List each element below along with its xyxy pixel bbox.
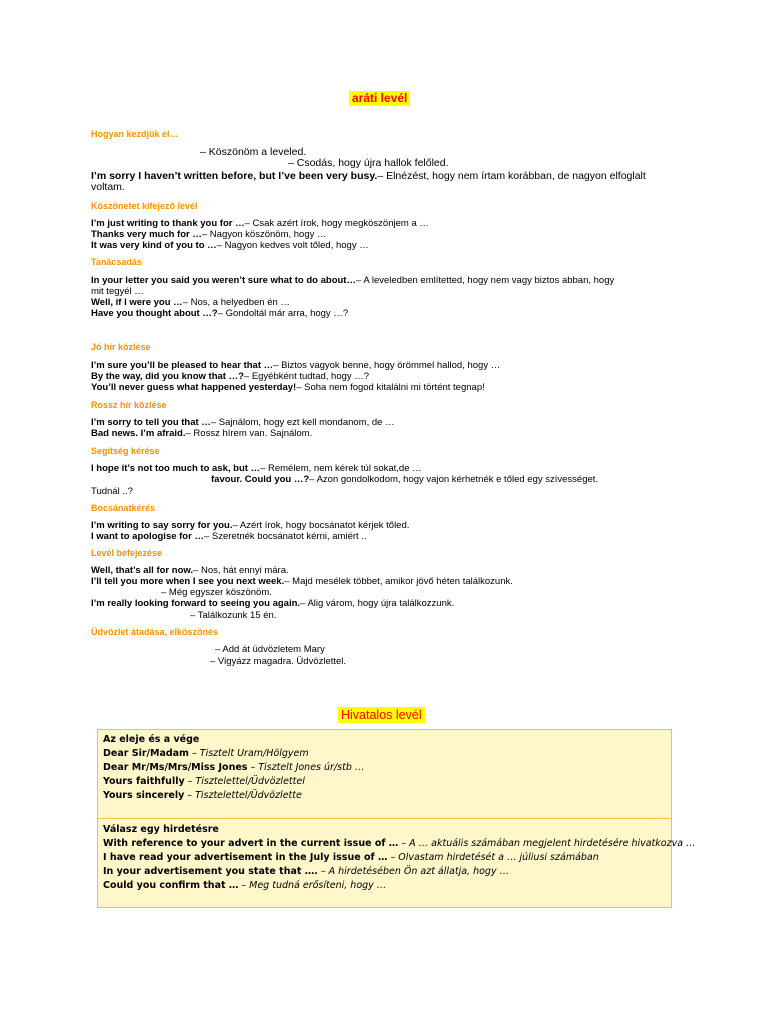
section-heading-advice: Tanácsadás (91, 257, 142, 267)
phrase-hu: – Egyébként tudtad, hogy …? (243, 371, 370, 382)
phrase-hu: – Nos, a helyedben én … (182, 297, 290, 308)
phrase-line-continued: voltam. (91, 181, 125, 193)
phrase-line (91, 218, 429, 229)
section-heading-thanks: Köszönetet kifejező levél (91, 201, 198, 211)
phrase-hu: – Nagyon kedves volt tőled, hogy … (216, 240, 369, 251)
phrase-hu: Olvastam hirdetését a … júliusi számában (398, 852, 599, 863)
box-row: Could you confirm that … – Meg tudná erősíteni, hogy … (103, 880, 387, 891)
phrase-en: I’m really looking forward to seeing you again. (91, 598, 301, 609)
phrase-hu: – Szeretnék bocsánatot kérni, amiért .. (203, 531, 367, 542)
box-row: Dear Sir/Madam – Tisztelt Uram/Hölgyem (103, 748, 309, 759)
phrase-line (91, 576, 513, 587)
phrase-en: I’m sorry to tell you that … (91, 417, 211, 428)
phrase-line (91, 520, 409, 531)
phrase-line: – Add át üdvözletem Mary (215, 644, 325, 655)
section-heading-greetings: Üdvözlet átadása, elköszönés (91, 627, 219, 637)
phrase-line (91, 428, 312, 439)
phrase-line (91, 229, 327, 240)
phrase-en: I have read your advertisement in the July issue of … (103, 852, 388, 863)
phrase-line: Tudnál ..? (91, 486, 133, 497)
phrase-line: – Köszönöm a leveled. (200, 146, 307, 158)
phrase-en: Have you thought about …? (91, 308, 218, 319)
phrase-hu: – A leveledben említetted, hogy nem vagy biztos abban, hogy (355, 275, 615, 286)
phrase-hu: Meg tudná erősíteni, hogy … (249, 880, 387, 891)
phrase-hu: – Soha nem fogod kitalálni mi történt tegnap! (296, 382, 485, 393)
box-row: With reference to your advert in the current issue of … – A … aktuális számában megjelent hirdetésére hivatkozva … (103, 838, 696, 849)
phrase-en: It was very kind of you to … (91, 240, 217, 251)
phrase-line (91, 598, 454, 609)
phrase-hu: – Elnézést, hogy nem írtam korábban, de nagyon elfoglalt (377, 170, 646, 182)
box-row: Yours faithfully – Tisztelettel/Üdvözlettel (103, 776, 305, 787)
phrase-hu: – Nagyon köszönöm, hogy … (201, 229, 327, 240)
phrase-line (211, 474, 598, 485)
box-row: Dear Mr/Ms/Mrs/Miss Jones – Tisztelt Jones úr/stb … (103, 762, 365, 773)
phrase-hu: Tisztelettel/Üdvözlette (195, 790, 302, 801)
phrase-line (91, 360, 500, 371)
phrase-line (91, 240, 369, 251)
box-row: In your advertisement you state that …. – A hirdetésében Ön azt állatja, hogy … (103, 866, 510, 877)
phrase-en: favour. Could you …? (211, 474, 310, 485)
section-heading-start: Hogyan kezdjük el… (91, 129, 179, 139)
phrase-en: Thanks very much for … (91, 229, 202, 240)
phrase-en: I’m writing to say sorry for you. (91, 520, 233, 531)
phrase-en: Well, if I were you … (91, 297, 183, 308)
phrase-hu: A hirdetésében Ön azt állatja, hogy … (328, 866, 510, 877)
phrase-en: Yours sincerely (103, 790, 185, 801)
phrase-hu: – Csak azért írok, hogy megköszönjem a … (244, 218, 429, 229)
phrase-en: I want to apologise for … (91, 531, 204, 542)
phrase-en: I’m sure you’ll be pleased to hear that … (91, 360, 274, 371)
phrase-hu: A … aktuális számában megjelent hirdetésére hivatkozva … (409, 838, 696, 849)
box-row: Yours sincerely – Tisztelettel/Üdvözlette (103, 790, 302, 801)
phrase-line (91, 531, 367, 542)
box-heading: Az eleje és a vége (103, 734, 200, 745)
phrase-line (91, 275, 614, 286)
section-heading-closing: Levél befejezése (91, 548, 163, 558)
formal-box-opening-closing (97, 729, 672, 819)
phrase-hu: – Biztos vagyok benne, hogy örömmel hallod, hogy … (273, 360, 501, 371)
phrase-en: I hope it’s not too much to ask, but … (91, 463, 261, 474)
phrase-hu: – Remélem, nem kérek túl sokat,de … (260, 463, 422, 474)
phrase-line (91, 417, 395, 428)
phrase-en: With reference to your advert in the current issue of … (103, 838, 399, 849)
phrase-hu: Tisztelt Uram/Hölgyem (199, 748, 309, 759)
section-heading-bad-news: Rossz hír közlése (91, 400, 167, 410)
phrase-line (91, 171, 646, 182)
section-heading-asking-help: Segítség kérése (91, 446, 160, 456)
phrase-line (91, 463, 422, 474)
phrase-line (91, 382, 485, 393)
formal-box-advert-reply (97, 818, 696, 908)
phrase-line (91, 371, 369, 382)
phrase-hu: – Azon gondolkodom, hogy vajon kérhetnék e tőled egy szívességet. (309, 474, 599, 485)
phrase-en: Dear Sir/Madam (103, 748, 189, 759)
phrase-hu: – Alig várom, hogy újra találkozzunk. (300, 598, 455, 609)
phrase-line (91, 297, 290, 308)
phrase-hu: – Azért írok, hogy bocsánatot kérjek tőled. (232, 520, 410, 531)
phrase-hu: Tisztelettel/Üdvözlettel (195, 776, 305, 787)
phrase-hu: – Rossz hírem van. Sajnálom. (185, 428, 313, 439)
phrase-hu: – Gondoltál már arra, hogy …? (217, 308, 349, 319)
phrase-hu: Tisztelt Jones úr/stb … (258, 762, 365, 773)
phrase-en: By the way, did you know that …? (91, 371, 244, 382)
phrase-en: I’m just writing to thank you for … (91, 218, 245, 229)
phrase-line: – Találkozunk 15 én. (190, 610, 277, 621)
phrase-en: Yours faithfully (103, 776, 185, 787)
formal-letter-title: Hivatalos levél (338, 707, 425, 723)
phrase-hu: – Majd mesélek többet, amikor jövő héten találkozunk. (284, 576, 513, 587)
phrase-line: – Csodás, hogy újra hallok felőled. (288, 157, 449, 169)
phrase-line-continued: mit tegyél … (91, 286, 144, 297)
phrase-en: Could you confirm that … (103, 880, 239, 891)
section-heading-apology: Bocsánatkérés (91, 503, 156, 513)
phrase-line: – Még egyszer köszönöm. (161, 587, 272, 598)
phrase-en: I’m sorry I haven’t written before, but I’ve been very busy. (91, 170, 378, 182)
phrase-en: Dear Mr/Ms/Mrs/Miss Jones (103, 762, 248, 773)
phrase-en: Well, that’s all for now. (91, 565, 194, 576)
phrase-hu: – Nos, hát ennyi mára. (193, 565, 289, 576)
phrase-en: I’ll tell you more when I see you next week. (91, 576, 285, 587)
box-heading: Válasz egy hirdetésre (103, 824, 219, 835)
phrase-hu: – Sajnálom, hogy ezt kell mondanom, de … (210, 417, 395, 428)
section-heading-good-news: Jó hír közlése (91, 342, 151, 352)
phrase-en: In your advertisement you state that …. (103, 866, 318, 877)
phrase-line: – Vigyázz magadra. Üdvözlettel. (210, 656, 347, 667)
phrase-line (91, 565, 289, 576)
phrase-en: You’ll never guess what happened yesterday! (91, 382, 297, 393)
phrase-en: Bad news. I’m afraid. (91, 428, 186, 439)
phrase-line (91, 308, 348, 319)
phrase-en: In your letter you said you weren’t sure what to do about… (91, 275, 356, 286)
box-row: I have read your advertisement in the July issue of … – Olvastam hirdetését a … júliusi számában (103, 852, 599, 863)
informal-letter-title: aráti levél (349, 91, 410, 106)
